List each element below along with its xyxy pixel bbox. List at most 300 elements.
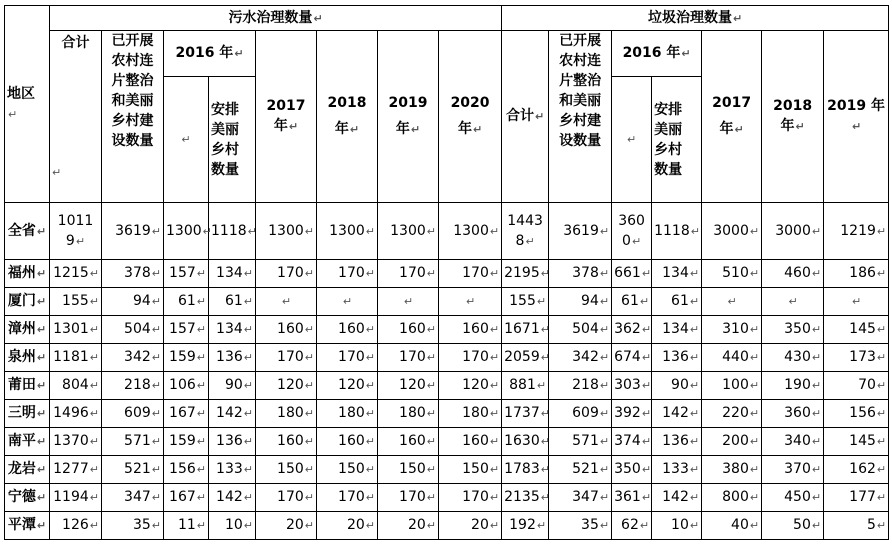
data-cell xyxy=(762,456,824,484)
paragraph-mark: ↵ xyxy=(749,519,760,532)
cell-text: 340 xyxy=(784,433,811,449)
cell-text: 70 xyxy=(858,377,876,393)
cell-text: 661 xyxy=(614,265,641,281)
data-cell xyxy=(256,484,317,512)
cell-text: 3000 xyxy=(713,222,749,239)
table-row xyxy=(5,456,889,484)
cell-text: 804 xyxy=(62,377,89,393)
paragraph-mark: ↵ xyxy=(151,351,161,364)
cell-text: 1277 xyxy=(53,461,89,477)
paragraph-mark: ↵ xyxy=(599,407,610,420)
cell-text: 污水治理数量 xyxy=(228,9,313,26)
data-cell xyxy=(102,288,164,316)
region-cell xyxy=(5,456,50,484)
cell-text: 156 xyxy=(849,405,876,421)
data-cell xyxy=(502,288,549,316)
table-row xyxy=(5,288,889,316)
garbage-2019-header xyxy=(824,31,889,203)
paragraph-mark: ↵ xyxy=(749,435,760,448)
cell-text: 378 xyxy=(572,265,599,281)
paragraph-mark: ↵ xyxy=(540,351,550,364)
paragraph-mark: ↵ xyxy=(36,267,47,280)
cell-text: 50 xyxy=(793,517,811,533)
paragraph-mark: ↵ xyxy=(690,224,700,238)
data-cell xyxy=(209,428,256,456)
cell-text: 150 xyxy=(277,461,304,477)
data-cell xyxy=(549,316,612,344)
data-cell xyxy=(378,512,439,540)
data-cell xyxy=(102,400,164,428)
data-cell xyxy=(317,456,378,484)
data-cell xyxy=(256,203,317,260)
cell-text: 106 xyxy=(169,377,196,393)
paragraph-mark: ↵ xyxy=(876,435,887,448)
cell-text: 20 xyxy=(346,517,365,533)
paragraph-mark: ↵ xyxy=(811,379,822,392)
cell-text: 农村连 xyxy=(111,53,154,69)
data-cell xyxy=(378,288,439,316)
region-cell xyxy=(5,316,50,344)
cell-text: 134 xyxy=(662,265,689,281)
region-header xyxy=(5,6,50,203)
data-cell xyxy=(612,203,652,260)
paragraph-mark: ↵ xyxy=(243,435,253,448)
paragraph-mark: ↵ xyxy=(151,435,161,448)
cell-text: 62 xyxy=(621,517,639,533)
paragraph-mark: ↵ xyxy=(196,407,206,420)
cell-text: 150 xyxy=(462,461,489,477)
cell-text: 160 xyxy=(277,433,304,449)
cell-text: 3619 xyxy=(115,222,151,239)
garbage-2017-header xyxy=(702,31,762,203)
paragraph-mark: ↵ xyxy=(36,351,47,364)
cell-text: 片整治 xyxy=(559,73,602,89)
paragraph-mark: ↵ xyxy=(599,463,610,476)
paragraph-mark: ↵ xyxy=(89,295,99,308)
cell-text: 142 xyxy=(662,405,689,421)
data-cell xyxy=(209,372,256,400)
cell-text: 186 xyxy=(849,265,876,281)
region-cell xyxy=(5,400,50,428)
paragraph-mark: ↵ xyxy=(151,491,161,504)
data-cell xyxy=(209,288,256,316)
paragraph-mark: ↵ xyxy=(196,323,206,336)
paragraph-mark: ↵ xyxy=(196,351,206,364)
cell-text: 142 xyxy=(216,405,243,421)
cell-text: 设数量 xyxy=(111,133,154,149)
paragraph-mark: ↵ xyxy=(749,323,760,336)
sewage-2016-header xyxy=(164,31,256,77)
paragraph-mark: ↵ xyxy=(534,110,545,123)
paragraph-mark: ↵ xyxy=(304,323,314,336)
data-cell xyxy=(439,512,502,540)
data-cell xyxy=(164,288,209,316)
cell-text: ↵ xyxy=(52,166,62,179)
garbage-2016-header xyxy=(612,31,702,77)
data-cell xyxy=(652,400,702,428)
cell-text: 170 xyxy=(399,349,426,365)
sewage-2019-header xyxy=(378,31,439,203)
paragraph-mark: ↵ xyxy=(489,519,500,532)
cell-text: 1011 xyxy=(57,212,94,229)
data-cell xyxy=(317,203,378,260)
paragraph-mark: ↵ xyxy=(426,435,436,448)
cell-text: 年 xyxy=(457,121,472,137)
paragraph-mark: ↵ xyxy=(599,295,610,308)
paragraph-mark: ↵ xyxy=(89,323,99,336)
paragraph-mark: ↵ xyxy=(489,224,500,238)
data-cell xyxy=(378,484,439,512)
cell-text: 350 xyxy=(614,461,641,477)
paragraph-mark: ↵ xyxy=(472,123,483,136)
paragraph-mark: ↵ xyxy=(151,519,161,532)
paragraph-mark: ↵ xyxy=(689,351,700,364)
garbage-2018-header xyxy=(762,31,824,203)
cell-text: 126 xyxy=(62,517,89,533)
paragraph-mark: ↵ xyxy=(599,224,610,238)
data-cell xyxy=(702,316,762,344)
paragraph-mark: ↵ xyxy=(749,407,760,420)
data-cell xyxy=(50,203,102,260)
cell-text: 1783 xyxy=(504,461,540,477)
cell-text: 3000 xyxy=(775,222,811,239)
data-cell xyxy=(256,372,317,400)
cell-text: ↵ xyxy=(181,132,191,146)
data-cell xyxy=(378,344,439,372)
data-cell xyxy=(762,260,824,288)
data-cell xyxy=(439,316,502,344)
cell-text: 156 xyxy=(169,461,196,477)
cell-text: 342 xyxy=(572,349,599,365)
data-cell xyxy=(256,512,317,540)
cell-text: 380 xyxy=(722,461,749,477)
cell-text: 2016 年 xyxy=(622,45,681,61)
cell-text: 521 xyxy=(572,461,599,477)
cell-text: 133 xyxy=(216,461,243,477)
paragraph-mark: ↵ xyxy=(641,267,652,280)
cell-text: 571 xyxy=(124,433,151,449)
cell-text: 170 xyxy=(338,265,365,281)
data-cell xyxy=(612,288,652,316)
data-cell xyxy=(102,344,164,372)
paragraph-mark: ↵ xyxy=(349,123,360,136)
cell-text: 2019 xyxy=(388,95,428,111)
cell-text: 170 xyxy=(277,349,304,365)
cell-text: 303 xyxy=(614,377,641,393)
governance-table xyxy=(4,5,889,540)
data-cell xyxy=(256,428,317,456)
cell-text: 1300 xyxy=(329,222,365,239)
paragraph-mark: ↵ xyxy=(196,519,206,532)
cell-text: 155 xyxy=(509,293,536,309)
cell-text: 94 xyxy=(132,293,151,309)
data-cell xyxy=(612,400,652,428)
region-cell xyxy=(5,372,50,400)
paragraph-mark: ↵ xyxy=(536,295,547,308)
cell-text: 和美丽 xyxy=(559,93,602,109)
paragraph-mark: ↵ xyxy=(151,407,161,420)
cell-text: 220 xyxy=(722,405,749,421)
cell-text: 宁德 xyxy=(7,489,36,505)
paragraph-mark: ↵ xyxy=(749,267,760,280)
paragraph-mark: ↵ xyxy=(36,407,47,420)
data-cell xyxy=(378,372,439,400)
cell-text: 2017 年 xyxy=(266,98,306,134)
cell-text: 159 xyxy=(169,433,196,449)
cell-text: 3619 xyxy=(563,222,599,239)
cell-text: 392 xyxy=(614,405,641,421)
cell-text: 136 xyxy=(662,349,689,365)
cell-text: 374 xyxy=(614,433,641,449)
paragraph-mark: ↵ xyxy=(36,224,47,238)
cell-text: 347 xyxy=(124,489,151,505)
cell-text: 数量 xyxy=(211,161,239,178)
cell-text: 1181 xyxy=(53,349,89,365)
paragraph-mark: ↵ xyxy=(540,407,550,420)
data-cell xyxy=(502,456,549,484)
data-cell xyxy=(702,400,762,428)
data-cell xyxy=(209,344,256,372)
cell-text: 合计 xyxy=(61,35,90,51)
paragraph-mark: ↵ xyxy=(811,491,822,504)
cell-text: 35 xyxy=(132,517,151,533)
data-cell xyxy=(612,260,652,288)
cell-text: 362 xyxy=(614,321,641,337)
cell-text: 10 xyxy=(671,517,689,533)
paragraph-mark: ↵ xyxy=(304,224,314,238)
data-cell xyxy=(612,344,652,372)
cell-text: 1300 xyxy=(268,222,304,239)
cell-text: 192 xyxy=(509,517,536,533)
cell-text: 2017 xyxy=(712,95,752,111)
data-cell xyxy=(702,456,762,484)
paragraph-mark: ↵ xyxy=(641,323,652,336)
cell-text: 160 xyxy=(338,321,365,337)
cell-text: 378 xyxy=(124,265,151,281)
table-row xyxy=(5,372,889,400)
data-cell xyxy=(549,456,612,484)
paragraph-mark: ↵ xyxy=(689,407,700,420)
cell-text: 漳州 xyxy=(7,321,36,337)
paragraph-mark: ↵ xyxy=(304,519,314,532)
data-cell xyxy=(824,400,889,428)
data-cell xyxy=(439,484,502,512)
data-cell xyxy=(762,288,824,316)
paragraph-mark: ↵ xyxy=(426,323,436,336)
data-cell xyxy=(439,260,502,288)
data-cell xyxy=(502,428,549,456)
cell-text: 和美丽 xyxy=(111,93,154,109)
data-cell xyxy=(549,484,612,512)
paragraph-mark: ↵ xyxy=(876,519,887,532)
data-cell xyxy=(256,288,317,316)
data-cell xyxy=(612,512,652,540)
cell-text: 美丽 xyxy=(654,121,683,138)
data-cell xyxy=(256,260,317,288)
region-cell xyxy=(5,260,50,288)
cell-text: 2018 年 xyxy=(773,98,813,134)
cell-text: 已开展 xyxy=(111,33,154,49)
cell-text: 190 xyxy=(784,377,811,393)
data-cell xyxy=(502,484,549,512)
data-cell xyxy=(317,316,378,344)
data-cell xyxy=(317,512,378,540)
data-cell xyxy=(209,512,256,540)
cell-text: 垃圾治理数量 xyxy=(647,9,732,26)
cell-text: 134 xyxy=(662,321,689,337)
data-cell xyxy=(702,484,762,512)
data-cell xyxy=(164,316,209,344)
cell-text: 218 xyxy=(124,377,151,393)
cell-text: 145 xyxy=(849,433,876,449)
cell-text: 430 xyxy=(784,349,811,365)
cell-text: 8 xyxy=(515,232,525,249)
paragraph-mark: ↵ xyxy=(243,267,253,280)
cell-text: 167 xyxy=(169,489,196,505)
data-cell xyxy=(209,400,256,428)
data-cell xyxy=(652,316,702,344)
cell-text: 61 xyxy=(671,293,689,309)
data-cell xyxy=(702,203,762,260)
cell-text: 170 xyxy=(399,265,426,281)
garbage-arranged-header xyxy=(652,77,702,203)
cell-text: 504 xyxy=(572,321,599,337)
cell-text: 160 xyxy=(462,321,489,337)
cell-text: 设数量 xyxy=(559,133,602,149)
paragraph-mark: ↵ xyxy=(689,379,700,392)
paragraph-mark: ↵ xyxy=(243,379,253,392)
paragraph-mark: ↵ xyxy=(196,267,206,280)
paragraph-mark: ↵ xyxy=(304,491,314,504)
data-cell xyxy=(317,372,378,400)
data-cell xyxy=(824,456,889,484)
cell-text: 342 xyxy=(124,349,151,365)
paragraph-mark: ↵ xyxy=(313,11,323,25)
data-cell xyxy=(164,456,209,484)
data-cell xyxy=(824,344,889,372)
cell-text: 100 xyxy=(722,377,749,393)
cell-text: 20 xyxy=(285,517,304,533)
paragraph-mark: ↵ xyxy=(536,379,547,392)
cell-text: 合计 xyxy=(505,108,534,124)
paragraph-mark: ↵ xyxy=(641,351,652,364)
cell-text: 1671 xyxy=(504,321,540,337)
paragraph-mark: ↵ xyxy=(525,234,535,248)
cell-text: 160 xyxy=(462,433,489,449)
paragraph-mark: ↵ xyxy=(536,519,547,532)
paragraph-mark: ↵ xyxy=(641,463,652,476)
cell-text: 40 xyxy=(731,517,749,533)
cell-text: 160 xyxy=(277,321,304,337)
region-cell xyxy=(5,512,50,540)
cell-text: 120 xyxy=(338,377,365,393)
cell-text: 170 xyxy=(462,265,489,281)
cell-text: 510 xyxy=(722,265,749,281)
paragraph-mark: ↵ xyxy=(426,224,436,238)
cell-text: 571 xyxy=(572,433,599,449)
cell-text: 134 xyxy=(216,265,243,281)
paragraph-mark: ↵ xyxy=(689,463,700,476)
data-cell xyxy=(439,344,502,372)
cell-text: 370 xyxy=(784,461,811,477)
data-cell xyxy=(102,203,164,260)
data-cell xyxy=(824,512,889,540)
data-cell xyxy=(50,428,102,456)
data-cell xyxy=(164,484,209,512)
paragraph-mark: ↵ xyxy=(8,107,18,121)
data-cell xyxy=(50,260,102,288)
cell-text: 360 xyxy=(784,405,811,421)
cell-text: 11 xyxy=(177,517,196,533)
cell-text: 350 xyxy=(784,321,811,337)
data-cell xyxy=(652,428,702,456)
data-cell xyxy=(102,484,164,512)
paragraph-mark: ↵ xyxy=(89,267,99,280)
paragraph-mark: ↵ xyxy=(851,120,862,133)
paragraph-mark: ↵ xyxy=(151,379,161,392)
data-cell xyxy=(209,203,256,260)
cell-text: 170 xyxy=(338,349,365,365)
data-cell xyxy=(209,316,256,344)
data-cell xyxy=(256,400,317,428)
table-row xyxy=(5,512,889,540)
paragraph-mark: ↵ xyxy=(365,267,375,280)
data-cell xyxy=(612,428,652,456)
data-cell xyxy=(102,512,164,540)
paragraph-mark: ↵ xyxy=(426,491,436,504)
cell-text: 龙岩 xyxy=(7,461,36,477)
paragraph-mark: ↵ xyxy=(89,351,99,364)
region-cell xyxy=(5,288,50,316)
paragraph-mark: ↵ xyxy=(489,267,500,280)
paragraph-mark: ↵ xyxy=(365,379,375,392)
cell-text: 674 xyxy=(614,349,641,365)
paragraph-mark: ↵ xyxy=(196,379,206,392)
cell-text: 90 xyxy=(671,377,689,393)
paragraph-mark: ↵ xyxy=(876,407,887,420)
data-cell xyxy=(702,428,762,456)
garbage-group-header xyxy=(502,6,889,31)
cell-text: 乡村 xyxy=(211,141,239,158)
cell-text: 170 xyxy=(277,489,304,505)
cell-text: 440 xyxy=(722,349,749,365)
cell-text: 平潭 xyxy=(7,517,36,533)
cell-text: 800 xyxy=(722,489,749,505)
paragraph-mark: ↵ xyxy=(234,47,244,60)
data-cell xyxy=(439,400,502,428)
data-cell xyxy=(549,203,612,260)
paragraph-mark: ↵ xyxy=(749,379,760,392)
data-cell xyxy=(762,512,824,540)
cell-text: 347 xyxy=(572,489,599,505)
table-row xyxy=(5,260,889,288)
paragraph-mark: ↵ xyxy=(365,351,375,364)
data-cell xyxy=(762,344,824,372)
paragraph-mark: ↵ xyxy=(811,224,822,238)
data-cell xyxy=(652,484,702,512)
data-cell xyxy=(702,372,762,400)
paragraph-mark: ↵ xyxy=(365,435,375,448)
cell-text: 2135 xyxy=(504,489,540,505)
paragraph-mark: ↵ xyxy=(811,267,822,280)
paragraph-mark: ↵ xyxy=(426,463,436,476)
cell-text: 2018 xyxy=(327,95,367,111)
table-row xyxy=(5,344,889,372)
cell-text: 1496 xyxy=(53,405,89,421)
paragraph-mark: ↵ xyxy=(89,407,99,420)
paragraph-mark: ↵ xyxy=(36,323,47,336)
paragraph-mark: ↵ xyxy=(403,295,414,308)
